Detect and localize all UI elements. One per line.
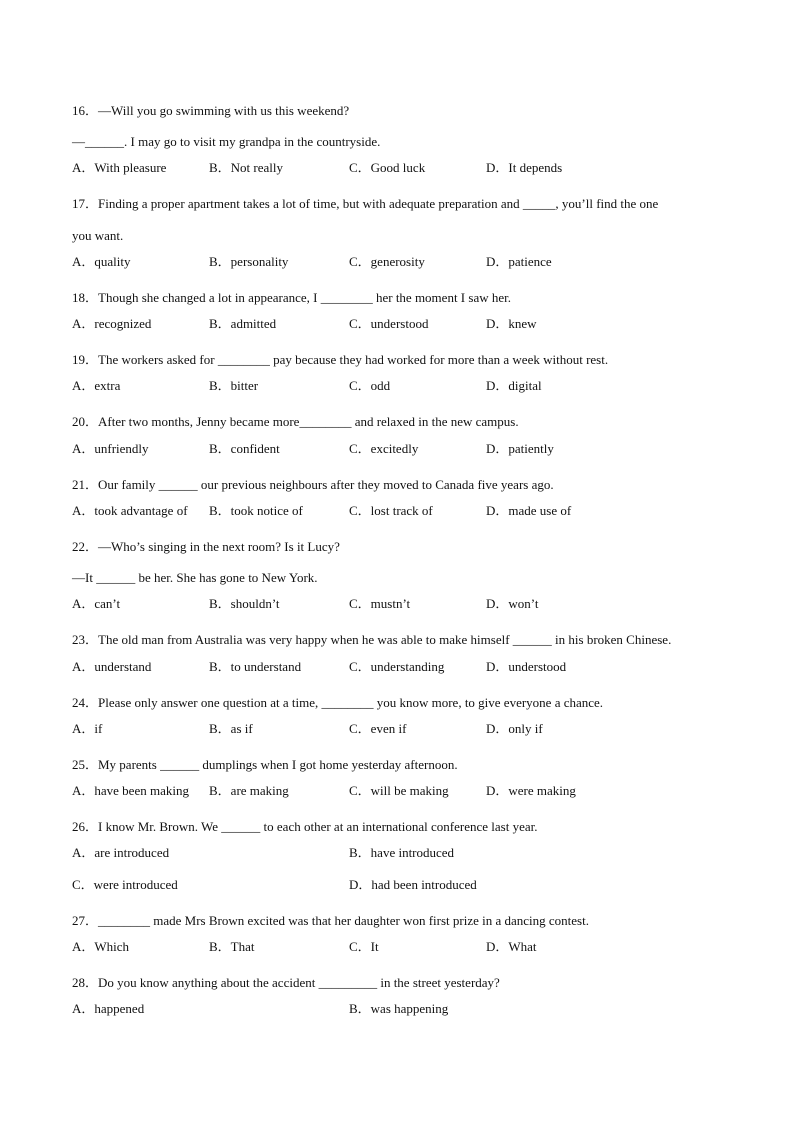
q16-option-a: A．With pleasure — [72, 160, 167, 176]
q20-option-b: B．confident — [209, 440, 280, 456]
q18-option-d: D．knew — [486, 315, 537, 331]
q26-option-b: B．have introduced — [349, 845, 455, 861]
question-23-options — [72, 656, 732, 687]
q26-option-c: C．were introduced — [72, 876, 178, 892]
q23-option-d: D．understood — [486, 658, 567, 674]
question-17-stem-continued: you want. — [72, 227, 124, 243]
question-25-stem: 25．My parents ______ dumplings when I got home yesterday afternoon. — [72, 756, 458, 772]
q16-option-d: D．It depends — [486, 160, 563, 176]
q24-option-a: A．if — [72, 720, 103, 736]
question-21-options — [72, 500, 732, 531]
question-19-options — [72, 375, 732, 406]
question-24-stem: 24．Please only answer one question at a time, ________ you know more, to give everyone a chance. — [72, 694, 604, 710]
q17-option-b: B．personality — [209, 253, 289, 269]
question-26-stem: 26．I know Mr. Brown. We ______ to each other at an international conference last year. — [72, 819, 538, 835]
question-19-stem: 19．The workers asked for ________ pay because they had worked for more than a week without rest. — [72, 352, 609, 368]
q21-option-c: C．lost track of — [349, 502, 433, 518]
question-27-options — [72, 936, 732, 967]
q23-option-b: B．to understand — [209, 658, 302, 674]
question-24-options — [72, 718, 732, 749]
q22-option-c: C．mustn’t — [349, 596, 411, 612]
question-16-stem: 16．—Will you go swimming with us this weekend? — [72, 103, 350, 118]
q27-option-d: D．What — [486, 938, 537, 954]
q22-option-a: A．can’t — [72, 596, 121, 612]
q20-option-d: D．patiently — [486, 440, 554, 456]
q16-option-c: C．Good luck — [349, 160, 426, 176]
q23-option-c: C．understanding — [349, 658, 445, 674]
q25-option-d: D．were making — [486, 783, 576, 799]
q28-option-b: B．was happening — [349, 1001, 449, 1017]
question-23-stem: 23．The old man from Australia was very happy when he was able to make himself ______ in his broken Chinese. — [72, 632, 672, 648]
q18-option-a: A．recognized — [72, 315, 152, 331]
q26-option-d: D．had been introduced — [349, 876, 477, 892]
question-28-options — [72, 998, 732, 1029]
question-17-options — [72, 251, 732, 282]
q21-option-a: A．took advantage of — [72, 502, 188, 518]
question-18-options — [72, 313, 732, 344]
q20-option-a: A．unfriendly — [72, 440, 149, 456]
question-22-options — [72, 593, 732, 624]
q16-option-b: B．Not really — [209, 160, 284, 176]
question-18-stem: 18．Though she changed a lot in appearance, I ________ her the moment I saw her. — [72, 289, 511, 305]
q18-option-c: C．understood — [349, 315, 429, 331]
q17-option-c: C．generosity — [349, 253, 425, 269]
q24-option-c: C．even if — [349, 720, 407, 736]
question-17-stem: 17．Finding a proper apartment takes a lot of time, but with adequate preparation and _____, you’ll find the one — [72, 196, 659, 212]
q19-option-a: A．extra — [72, 378, 121, 394]
q19-option-b: B．bitter — [209, 378, 259, 394]
q28-option-a: A．happened — [72, 1001, 145, 1017]
q19-option-d: D．digital — [486, 378, 542, 394]
q27-option-c: C．It — [349, 938, 379, 954]
q22-option-d: D．won’t — [486, 596, 539, 612]
q27-option-b: B．That — [209, 938, 255, 954]
question-20-stem: 20．After two months, Jenny became more________ and relaxed in the new campus. — [72, 414, 519, 430]
exam-page — [72, 95, 732, 1029]
question-21-stem: 21．Our family ______ our previous neighbours after they moved to Canada five years ago. — [72, 476, 554, 492]
q20-option-c: C．excitedly — [349, 440, 419, 456]
q27-option-a: A．Which — [72, 938, 130, 954]
q25-option-c: C．will be making — [349, 783, 449, 799]
question-25-options — [72, 780, 732, 811]
q21-option-b: B．took notice of — [209, 502, 303, 518]
q19-option-c: C．odd — [349, 378, 391, 394]
q18-option-b: B．admitted — [209, 315, 277, 331]
q25-option-b: B．are making — [209, 783, 289, 799]
q17-option-d: D．patience — [486, 253, 552, 269]
q23-option-a: A．understand — [72, 658, 152, 674]
question-22-stem: 22．—Who’s singing in the next room? Is it Lucy? — [72, 538, 340, 554]
q22-option-b: B．shouldn’t — [209, 596, 280, 612]
question-26-options-row1 — [72, 842, 732, 873]
q26-option-a: A．are introduced — [72, 845, 170, 861]
q24-option-d: D．only if — [486, 720, 543, 736]
question-16-options — [72, 157, 732, 188]
q24-option-b: B．as if — [209, 720, 253, 736]
question-22-reply: —It ______ be her. She has gone to New York. — [72, 570, 318, 586]
question-26-options-row2 — [72, 874, 732, 905]
question-16-reply: —______. I may go to visit my grandpa in the countryside. — [72, 134, 381, 150]
question-28-stem: 28．Do you know anything about the accident _________ in the street yesterday? — [72, 974, 500, 990]
question-20-options — [72, 438, 732, 469]
q25-option-a: A．have been making — [72, 783, 189, 799]
question-27-stem: 27．________ made Mrs Brown excited was that her daughter won first prize in a dancing contest. — [72, 912, 589, 928]
q21-option-d: D．made use of — [486, 502, 572, 518]
q17-option-a: A．quality — [72, 253, 131, 269]
